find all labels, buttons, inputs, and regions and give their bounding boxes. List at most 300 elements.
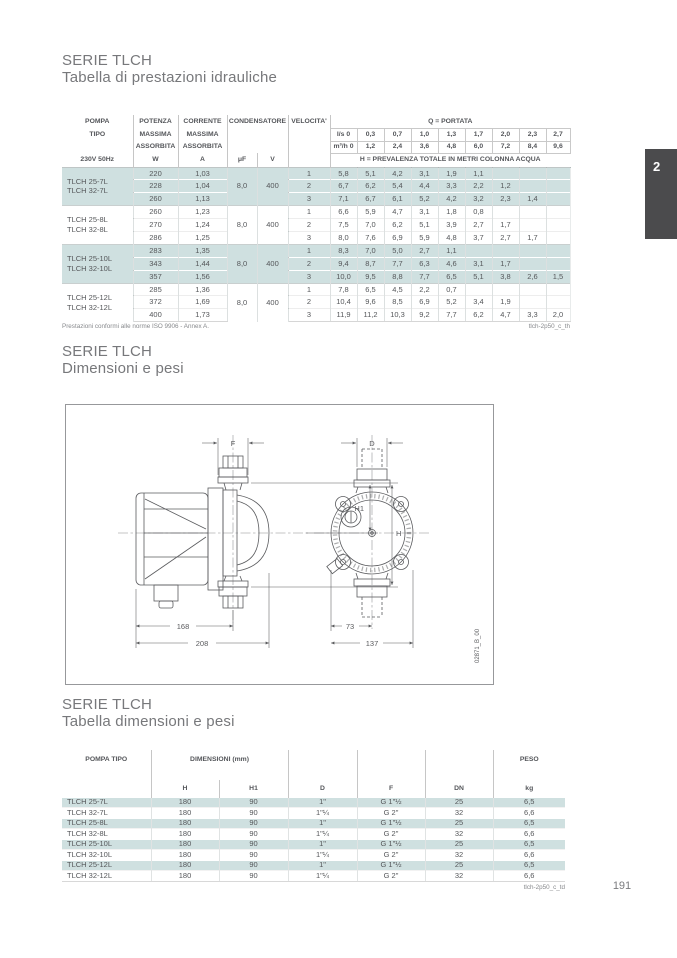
head-value bbox=[546, 283, 570, 296]
pump-side-view bbox=[136, 456, 269, 608]
performance-row bbox=[62, 193, 570, 206]
drawing-code: 02871_B_00 bbox=[475, 628, 481, 663]
head-value bbox=[519, 180, 546, 193]
series-name: SERIE TLCH bbox=[62, 696, 153, 713]
flow-ls-value: 1,7 bbox=[465, 128, 492, 141]
performance-row bbox=[62, 167, 570, 180]
dim-dn: 25 bbox=[425, 797, 493, 808]
pump-type: TLCH 25-10L bbox=[62, 839, 151, 850]
performance-row bbox=[62, 231, 570, 244]
head-value: 6,7 bbox=[357, 193, 384, 206]
col-header-corrente-3: ASSORBITA bbox=[178, 141, 227, 153]
head-value: 2,7 bbox=[465, 219, 492, 232]
capacitor-uf: 8,0 bbox=[227, 283, 257, 322]
head-value: 5,2 bbox=[438, 296, 465, 309]
current-a: 1,25 bbox=[178, 231, 227, 244]
dim-f: G 2" bbox=[357, 871, 425, 882]
head-value: 5,2 bbox=[411, 193, 438, 206]
dim-dn: 32 bbox=[425, 808, 493, 819]
section3-title bbox=[62, 696, 235, 730]
flow-ls-value: 2,0 bbox=[492, 128, 519, 141]
dim-h1: 90 bbox=[219, 818, 288, 829]
head-value bbox=[519, 283, 546, 296]
col-header-pompa: POMPA bbox=[62, 115, 133, 128]
flow-ls-value: 0,7 bbox=[384, 128, 411, 141]
dim-d: 1"¼ bbox=[288, 829, 357, 840]
head-value: 1,9 bbox=[438, 167, 465, 180]
head-value: 3,3 bbox=[438, 180, 465, 193]
flow-m3h-label: m³/h 0 bbox=[330, 141, 357, 153]
dim-f: G 2" bbox=[357, 850, 425, 861]
col-header-potenza-2: MASSIMA bbox=[133, 128, 178, 141]
head-value: 8,8 bbox=[384, 270, 411, 283]
dim-label-h1: H1 bbox=[354, 504, 364, 513]
power-w: 286 bbox=[133, 231, 178, 244]
dim-h1: 90 bbox=[219, 808, 288, 819]
performance-row bbox=[62, 270, 570, 283]
current-a: 1,73 bbox=[178, 309, 227, 322]
prevalenza-label: H = PREVALENZA TOTALE IN METRI COLONNA ACQUA bbox=[359, 156, 541, 164]
dim-h1: 90 bbox=[219, 850, 288, 861]
dimension-row bbox=[62, 829, 565, 840]
head-value: 4,5 bbox=[384, 283, 411, 296]
dim-dn: 32 bbox=[425, 829, 493, 840]
head-value bbox=[492, 206, 519, 219]
head-value: 5,4 bbox=[384, 180, 411, 193]
centerlines bbox=[118, 435, 430, 629]
subheader-kg: kg bbox=[525, 784, 534, 792]
head-value: 6,2 bbox=[357, 180, 384, 193]
dimensions-table bbox=[62, 750, 565, 882]
head-value bbox=[492, 283, 519, 296]
head-value: 7,7 bbox=[438, 309, 465, 322]
dim-h: 180 bbox=[151, 797, 219, 808]
dim-h1: 90 bbox=[219, 797, 288, 808]
dim-d: 1" bbox=[288, 797, 357, 808]
dim-h: 180 bbox=[151, 839, 219, 850]
speed: 1 bbox=[288, 283, 330, 296]
head-value: 4,7 bbox=[384, 206, 411, 219]
head-value: 3,9 bbox=[438, 219, 465, 232]
dimension-row bbox=[62, 808, 565, 819]
head-value: 1,9 bbox=[492, 296, 519, 309]
iso-note: Prestazioni conformi alle norme ISO 9906 - Annex A. bbox=[62, 323, 210, 330]
head-value bbox=[492, 244, 519, 257]
current-a: 1,44 bbox=[178, 257, 227, 270]
head-value bbox=[546, 193, 570, 206]
section3-subtitle: Tabella dimensioni e pesi bbox=[62, 713, 235, 730]
flow-m3h-value: 8,4 bbox=[519, 141, 546, 153]
flow-ls-value: 2,3 bbox=[519, 128, 546, 141]
dim-h: 180 bbox=[151, 818, 219, 829]
head-value bbox=[546, 257, 570, 270]
head-value: 7,0 bbox=[357, 244, 384, 257]
head-value: 4,8 bbox=[438, 231, 465, 244]
head-value: 5,1 bbox=[465, 270, 492, 283]
speed: 2 bbox=[288, 296, 330, 309]
head-value: 9,6 bbox=[357, 296, 384, 309]
flow-m3h-value: 7,2 bbox=[492, 141, 519, 153]
head-value: 6,2 bbox=[384, 219, 411, 232]
capacitor-uf: 8,0 bbox=[227, 206, 257, 245]
technical-drawing-box bbox=[65, 404, 494, 685]
head-value: 7,0 bbox=[357, 219, 384, 232]
col-header-empty bbox=[62, 141, 133, 153]
head-value: 4,7 bbox=[492, 309, 519, 322]
speed: 1 bbox=[288, 244, 330, 257]
head-value: 6,9 bbox=[384, 231, 411, 244]
head-value: 10,4 bbox=[330, 296, 357, 309]
head-value: 3,2 bbox=[465, 193, 492, 206]
col-header-empty bbox=[288, 750, 357, 780]
voltage-label: 230V 50Hz bbox=[62, 153, 133, 167]
head-value bbox=[519, 257, 546, 270]
head-value: 6,7 bbox=[330, 180, 357, 193]
current-a: 1,36 bbox=[178, 283, 227, 296]
head-value: 1,1 bbox=[465, 167, 492, 180]
flow-ls-value: 1,3 bbox=[438, 128, 465, 141]
dim-dn: 32 bbox=[425, 850, 493, 861]
series-name: SERIE TLCH bbox=[62, 52, 153, 69]
head-value: 1,4 bbox=[519, 193, 546, 206]
technical-drawing bbox=[66, 405, 493, 684]
head-value: 3,7 bbox=[465, 231, 492, 244]
dim-dn: 25 bbox=[425, 818, 493, 829]
dimension-row bbox=[62, 839, 565, 850]
head-value: 2,6 bbox=[519, 270, 546, 283]
head-value: 4,2 bbox=[438, 193, 465, 206]
head-value: 11,2 bbox=[357, 309, 384, 322]
head-value bbox=[546, 296, 570, 309]
dim-f: G 2" bbox=[357, 808, 425, 819]
head-value: 7,5 bbox=[330, 219, 357, 232]
head-value bbox=[546, 219, 570, 232]
col-header-portata: Q = PORTATA bbox=[428, 117, 473, 125]
head-value bbox=[519, 167, 546, 180]
dim-dn: 25 bbox=[425, 839, 493, 850]
dim-h: 180 bbox=[151, 850, 219, 861]
speed: 3 bbox=[288, 193, 330, 206]
head-value: 8,0 bbox=[330, 231, 357, 244]
head-value bbox=[519, 219, 546, 232]
current-a: 1,35 bbox=[178, 244, 227, 257]
capacitor-v: 400 bbox=[257, 167, 288, 206]
head-value: 2,3 bbox=[492, 193, 519, 206]
head-value: 3,4 bbox=[465, 296, 492, 309]
subheader-d: D bbox=[288, 780, 357, 797]
speed: 2 bbox=[288, 180, 330, 193]
speed: 3 bbox=[288, 231, 330, 244]
dimension-labels bbox=[177, 439, 481, 663]
head-value: 9,2 bbox=[411, 309, 438, 322]
head-value bbox=[546, 231, 570, 244]
dim-d: 1"¼ bbox=[288, 850, 357, 861]
performance-table-body bbox=[62, 167, 570, 322]
power-w: 228 bbox=[133, 180, 178, 193]
head-value: 6,2 bbox=[465, 309, 492, 322]
flow-ls-value: 1,0 bbox=[411, 128, 438, 141]
head-value: 1,7 bbox=[519, 231, 546, 244]
dim-d: 1"¼ bbox=[288, 871, 357, 882]
speed: 3 bbox=[288, 309, 330, 322]
subheader-empty bbox=[62, 780, 151, 797]
head-value: 5,9 bbox=[357, 206, 384, 219]
head-value: 5,8 bbox=[330, 167, 357, 180]
performance-row bbox=[62, 206, 570, 219]
capacitor-v: 400 bbox=[257, 244, 288, 283]
head-value: 1,7 bbox=[492, 257, 519, 270]
subheader-f: F bbox=[357, 780, 425, 797]
head-value bbox=[546, 167, 570, 180]
head-value: 9,4 bbox=[330, 257, 357, 270]
pump-type: TLCH 32-8L bbox=[62, 829, 151, 840]
dimension-row bbox=[62, 850, 565, 861]
performance-table-header bbox=[62, 115, 570, 167]
head-value: 2,2 bbox=[465, 180, 492, 193]
head-value: 3,1 bbox=[411, 167, 438, 180]
power-w: 270 bbox=[133, 219, 178, 232]
head-value: 6,6 bbox=[330, 206, 357, 219]
flow-m3h-value: 3,6 bbox=[411, 141, 438, 153]
current-a: 1,03 bbox=[178, 167, 227, 180]
unit-a: A bbox=[178, 153, 227, 167]
pump-type: TLCH 32-10L bbox=[62, 850, 151, 861]
head-value: 1,7 bbox=[492, 219, 519, 232]
figure-code-td: tlch-2p50_c_td bbox=[523, 884, 565, 891]
flow-ls-value: 0,3 bbox=[357, 128, 384, 141]
performance-row bbox=[62, 244, 570, 257]
unit-uf: μF bbox=[227, 153, 257, 167]
subheader-h1: H1 bbox=[219, 780, 288, 797]
pump-type: TLCH 32-12L bbox=[62, 871, 151, 882]
flow-m3h-value: 9,6 bbox=[546, 141, 570, 153]
head-value: 2,7 bbox=[411, 244, 438, 257]
speed: 1 bbox=[288, 167, 330, 180]
pump-type: TLCH 25-8L TLCH 32-8L bbox=[62, 206, 133, 245]
power-w: 220 bbox=[133, 167, 178, 180]
section2-title bbox=[62, 343, 184, 377]
col-header-corrente-2: MASSIMA bbox=[178, 128, 227, 141]
dim-f: G 1"½ bbox=[357, 860, 425, 871]
weight-kg: 6,5 bbox=[493, 818, 565, 829]
speed: 1 bbox=[288, 206, 330, 219]
speed: 2 bbox=[288, 257, 330, 270]
head-value: 7,1 bbox=[330, 193, 357, 206]
col-header-condensatore: CONDENSATORE bbox=[227, 115, 288, 153]
head-value: 7,7 bbox=[411, 270, 438, 283]
head-value: 6,1 bbox=[384, 193, 411, 206]
head-value: 9,5 bbox=[357, 270, 384, 283]
flow-m3h-value: 2,4 bbox=[384, 141, 411, 153]
subheader-h: H bbox=[151, 780, 219, 797]
dimension-row bbox=[62, 818, 565, 829]
performance-row bbox=[62, 219, 570, 232]
chapter-tab[interactable]: 2 bbox=[645, 149, 677, 239]
head-value: 3,8 bbox=[492, 270, 519, 283]
dim-label-137: 137 bbox=[365, 639, 379, 648]
section1-title bbox=[62, 52, 277, 86]
flow-ls-label: l/s 0 bbox=[330, 128, 357, 141]
dim-d: 1" bbox=[288, 818, 357, 829]
dim-label-h: H bbox=[396, 529, 402, 538]
section1-subtitle: Tabella di prestazioni idrauliche bbox=[62, 69, 278, 86]
weight-kg: 6,5 bbox=[493, 839, 565, 850]
current-a: 1,69 bbox=[178, 296, 227, 309]
dim-d: 1" bbox=[288, 860, 357, 871]
performance-footnotes bbox=[62, 323, 570, 330]
current-a: 1,56 bbox=[178, 270, 227, 283]
dim-dn: 25 bbox=[425, 860, 493, 871]
head-value: 0,7 bbox=[438, 283, 465, 296]
flow-m3h-value: 4,8 bbox=[438, 141, 465, 153]
dimension-row bbox=[62, 871, 565, 882]
head-value: 0,8 bbox=[465, 206, 492, 219]
power-w: 372 bbox=[133, 296, 178, 309]
head-value: 8,5 bbox=[384, 296, 411, 309]
current-a: 1,23 bbox=[178, 206, 227, 219]
speed: 2 bbox=[288, 219, 330, 232]
weight-kg: 6,6 bbox=[493, 808, 565, 819]
head-value: 6,5 bbox=[357, 283, 384, 296]
col-header-potenza: POTENZA bbox=[133, 115, 178, 128]
capacitor-v: 400 bbox=[257, 283, 288, 322]
weight-kg: 6,6 bbox=[493, 871, 565, 882]
dim-h: 180 bbox=[151, 871, 219, 882]
speed: 3 bbox=[288, 270, 330, 283]
dim-h: 180 bbox=[151, 808, 219, 819]
col-header-corrente: CORRENTE bbox=[178, 115, 227, 128]
head-value: 6,9 bbox=[411, 296, 438, 309]
head-value: 8,7 bbox=[357, 257, 384, 270]
power-w: 343 bbox=[133, 257, 178, 270]
head-value: 4,2 bbox=[384, 167, 411, 180]
dim-f: G 1"½ bbox=[357, 818, 425, 829]
dim-label-168: 168 bbox=[176, 622, 190, 631]
head-value bbox=[546, 206, 570, 219]
dim-label-73: 73 bbox=[345, 622, 355, 631]
subheader-dn: DN bbox=[425, 780, 493, 797]
performance-row bbox=[62, 309, 570, 322]
head-value: 2,2 bbox=[411, 283, 438, 296]
head-value: 3,1 bbox=[465, 257, 492, 270]
head-value: 1,2 bbox=[492, 180, 519, 193]
head-value: 1,5 bbox=[546, 270, 570, 283]
dim-f: G 2" bbox=[357, 829, 425, 840]
dimensions-table-header bbox=[62, 750, 565, 797]
col-header-peso: PESO bbox=[519, 756, 539, 763]
performance-row bbox=[62, 257, 570, 270]
pump-type: TLCH 25-12L TLCH 32-12L bbox=[62, 283, 133, 322]
current-a: 1,04 bbox=[178, 180, 227, 193]
weight-kg: 6,5 bbox=[493, 860, 565, 871]
dim-h1: 90 bbox=[219, 829, 288, 840]
unit-v: V bbox=[257, 153, 288, 167]
section2-subtitle: Dimensioni e pesi bbox=[62, 360, 184, 377]
dim-d: 1" bbox=[288, 839, 357, 850]
head-value: 2,7 bbox=[492, 231, 519, 244]
flow-m3h-value: 6,0 bbox=[465, 141, 492, 153]
head-value bbox=[492, 167, 519, 180]
dim-d: 1"¼ bbox=[288, 808, 357, 819]
col-header-dimensioni: DIMENSIONI (mm) bbox=[151, 750, 288, 780]
weight-kg: 6,6 bbox=[493, 850, 565, 861]
head-value: 1,8 bbox=[438, 206, 465, 219]
col-header-potenza-3: ASSORBITA bbox=[133, 141, 178, 153]
head-value: 10,0 bbox=[330, 270, 357, 283]
capacitor-uf: 8,0 bbox=[227, 167, 257, 206]
dim-label-f: F bbox=[230, 439, 236, 448]
power-w: 260 bbox=[133, 206, 178, 219]
dimension-row bbox=[62, 860, 565, 871]
page-number: 191 bbox=[612, 880, 632, 892]
col-header-empty bbox=[357, 750, 425, 780]
dim-dn: 32 bbox=[425, 871, 493, 882]
power-w: 400 bbox=[133, 309, 178, 322]
pump-type: TLCH 32-7L bbox=[62, 808, 151, 819]
col-header-velocita: VELOCITA' bbox=[288, 115, 330, 167]
flow-ls-value: 2,7 bbox=[546, 128, 570, 141]
dimension-lines bbox=[136, 438, 413, 648]
head-value: 5,1 bbox=[411, 219, 438, 232]
head-value: 5,9 bbox=[411, 231, 438, 244]
unit-w: W bbox=[133, 153, 178, 167]
head-value bbox=[519, 296, 546, 309]
head-value bbox=[546, 244, 570, 257]
dim-h1: 90 bbox=[219, 871, 288, 882]
pump-type: TLCH 25-8L bbox=[62, 818, 151, 829]
head-value bbox=[519, 244, 546, 257]
series-name: SERIE TLCH bbox=[62, 343, 153, 360]
performance-row bbox=[62, 180, 570, 193]
performance-row bbox=[62, 283, 570, 296]
dim-h: 180 bbox=[151, 829, 219, 840]
head-value: 4,4 bbox=[411, 180, 438, 193]
dim-h1: 90 bbox=[219, 839, 288, 850]
pump-type: TLCH 25-10L TLCH 32-10L bbox=[62, 244, 133, 283]
current-a: 1,24 bbox=[178, 219, 227, 232]
power-w: 283 bbox=[133, 244, 178, 257]
head-value bbox=[546, 180, 570, 193]
dim-h1: 90 bbox=[219, 860, 288, 871]
col-header-tipo: TIPO bbox=[62, 128, 133, 141]
capacitor-v: 400 bbox=[257, 206, 288, 245]
col-header-empty bbox=[425, 750, 493, 780]
head-value: 1,1 bbox=[438, 244, 465, 257]
weight-kg: 6,5 bbox=[493, 797, 565, 808]
head-value: 11,9 bbox=[330, 309, 357, 322]
capacitor-uf: 8,0 bbox=[227, 244, 257, 283]
figure-code-th: tlch-2p50_c_th bbox=[528, 323, 570, 330]
dim-h: 180 bbox=[151, 860, 219, 871]
pump-type: TLCH 25-12L bbox=[62, 860, 151, 871]
dim-f: G 1"½ bbox=[357, 839, 425, 850]
dim-label-d: D bbox=[369, 439, 375, 448]
dim-label-208: 208 bbox=[195, 639, 209, 648]
head-value bbox=[519, 206, 546, 219]
dimension-row bbox=[62, 797, 565, 808]
current-a: 1,13 bbox=[178, 193, 227, 206]
head-value bbox=[465, 244, 492, 257]
head-value: 6,5 bbox=[438, 270, 465, 283]
pump-type: TLCH 25-7L bbox=[62, 797, 151, 808]
power-w: 285 bbox=[133, 283, 178, 296]
head-value: 3,3 bbox=[519, 309, 546, 322]
head-value: 5,1 bbox=[357, 167, 384, 180]
pump-type: TLCH 25-7L TLCH 32-7L bbox=[62, 167, 133, 206]
head-value: 8,3 bbox=[330, 244, 357, 257]
dim-f: G 1"½ bbox=[357, 797, 425, 808]
head-value: 3,1 bbox=[411, 206, 438, 219]
